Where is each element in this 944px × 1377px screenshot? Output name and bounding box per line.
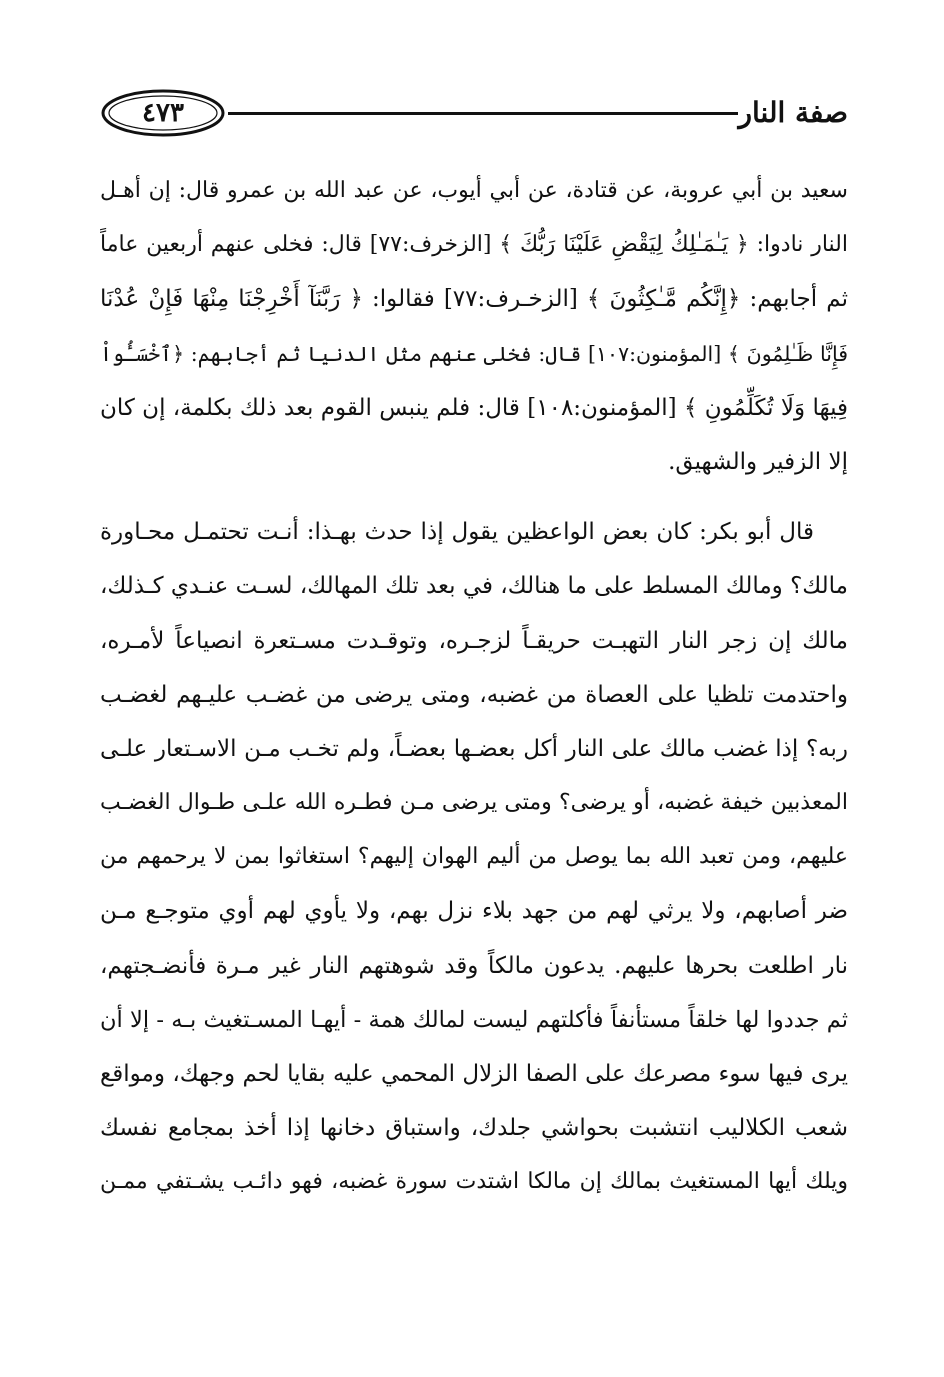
text-line: فِيهَا وَلَا تُكَلِّمُونِ ﴾ [المؤمنون:١٠٨] قال: فلم ينبس القوم بعد ذلك بكلمة، إن كان xyxy=(100,394,848,421)
paragraph-1 xyxy=(100,164,848,489)
text-line: شعب الكلاليب انتشبت بحواشي جلدك، واستباق دخانها إذا أخذ بمجامع نفسك xyxy=(100,1115,848,1142)
text-line: يرى فيها سوء مصرعك على الصفا الزلال المحمي عليه بقايا لحم وجهك، ومواقع xyxy=(100,1061,848,1087)
text-line: النار نادوا: ﴿ يَـٰمَـٰلِكُ لِيَقْضِ عَلَيْنَا رَبُّكَ ﴾ [الزخرف:٧٧] قال: فخلى عنهم أربعين عاماً xyxy=(100,232,848,258)
chapter-title: صفة النار xyxy=(738,96,848,129)
text-line: عليهم، ومن تعبد الله بما يوصل من أليم الهوان إليهم؟ استغاثوا بمن لا يرحمهم من xyxy=(100,844,848,870)
text-line: مالك؟ ومالك المسلط على ما هنالك، في بعد تلك المهالك، لسـت عنـدي كـذلك، xyxy=(100,573,848,600)
running-header xyxy=(100,86,848,144)
text-line: المعذبين خيفة غضبه، أو يرضى؟ ومتى يرضى مـن فطـره الله علـى طـوال الغضـب xyxy=(100,790,848,816)
text-line: مالك إن زجر النار التهبـت حريقـاً لزجـره، وتوقـدت مسـتعرة انصياعاً لأمـره، xyxy=(100,627,848,654)
header-rule xyxy=(228,112,738,115)
text-line: نار اطلعت بحرها عليهم. يدعون مالكاً وقد شوهتهم النار غير مـرة فأنضـجتهم، xyxy=(100,952,848,979)
text-line: ربه؟ إذا غضب مالك على النار أكل بعضـها بعضـاً، ولم تخـب مـن الاسـتعار علـى xyxy=(100,735,848,762)
body-text xyxy=(100,164,848,1210)
text-line: ويلك أيها المستغيث بمالك إن مالكا اشتدت سورة غضبه، فهو دائـب يشـتفي ممـن xyxy=(100,1169,848,1195)
text-line: ثم جددوا لها خلقاً مستأنفاً فأكلتهم ليست لمالك همة - أيهـا المسـتغيث بـه - إلا أن xyxy=(100,1006,848,1033)
paragraph-gap xyxy=(100,489,848,505)
text-line: فَإِنَّا ظَـٰلِمُونَ ﴾ [المؤمنون:١٠٧] قال: فخلى عنهم مثل الدنيا ثم أجابهم: ﴿ٱخْسَـُٔواْ xyxy=(100,341,848,366)
text-line: ضر أصابهم، ولا يرثي لهم من جهد بلاء نزل بهم، ولا يأوي لهم أوي متوجـع مـن xyxy=(100,898,848,925)
page-number: ٤٧٣ xyxy=(142,98,184,128)
text-line: ثم أجابهم: ﴿إِنَّكُم مَّـٰكِثُونَ ﴾ [الزخـرف:٧٧] فقالوا: ﴿ رَبَّنَآ أَخْرِجْنَا مِنْهَا فَإِنْ عُدْنَا xyxy=(100,286,848,313)
text-line: سعيد بن أبي عروبة، عن قتادة، عن أبي أيوب، عن عبد الله بن عمرو قال: إن أهـل xyxy=(100,178,848,203)
page-number-badge xyxy=(100,88,226,138)
text-line: واحتدمت تلظيا على العصاة من غضبه، ومتى يرضى من غضـب عليـهم لغضـب xyxy=(100,681,848,708)
text-line: قال أبو بكر: كان بعض الواعظين يقول إذا حدث بهـذا: أنـت تحتمـل محـاورة xyxy=(100,519,814,546)
text-line: إلا الزفير والشهيق. xyxy=(668,448,848,475)
paragraph-2 xyxy=(100,505,848,1209)
